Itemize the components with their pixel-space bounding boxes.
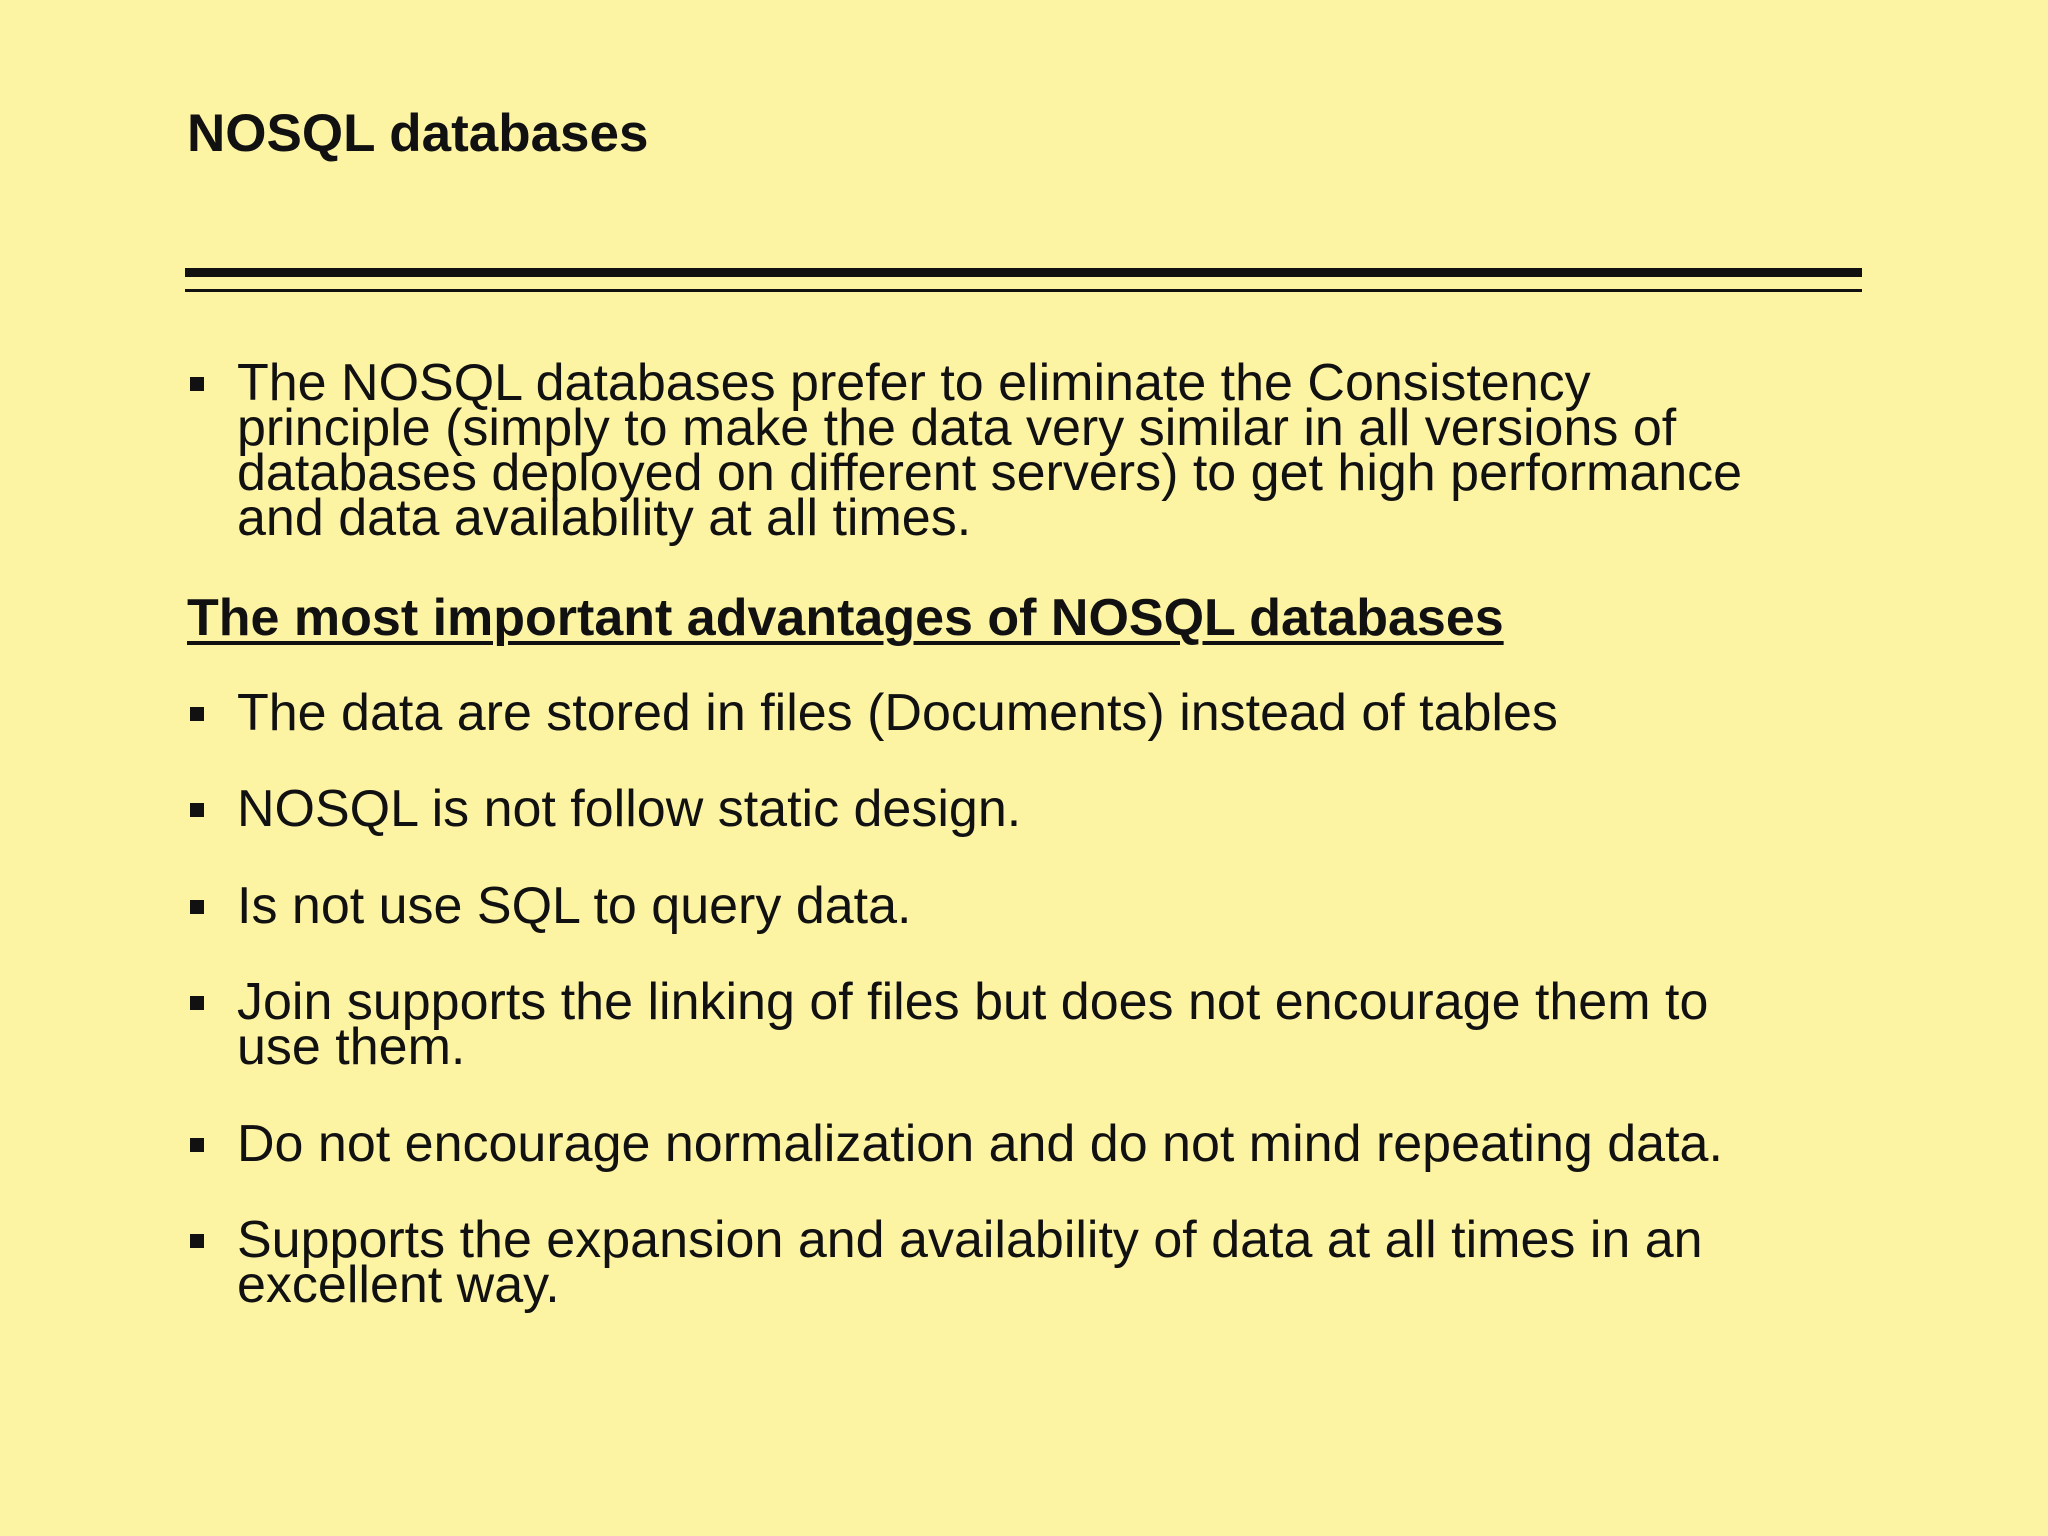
advantage-item-text: Is not use SQL to query data. (237, 877, 912, 935)
bullet-square-icon (190, 996, 204, 1010)
intro-bullet-text: The NOSQL databases prefer to eliminate the Consistency principle (simply to make the data very similar in all versions of databases deployed on different servers) to get high performance and data availability at all times. (237, 354, 1743, 547)
bullet-square-icon (190, 1234, 204, 1248)
advantage-item-text: Join supports the linking of files but does not encourage them to use them. (237, 973, 1709, 1076)
advantage-item-text: NOSQL is not follow static design. (237, 780, 1022, 838)
title-divider-thick (185, 268, 1862, 277)
title-divider-thin (185, 289, 1862, 292)
bullet-square-icon (190, 803, 204, 817)
advantage-item-text: Supports the expansion and availability of data at all times in an excellent way. (237, 1211, 1703, 1314)
slide-title: NOSQL databases (187, 104, 649, 163)
advantage-item-text: The data are stored in files (Documents) instead of tables (237, 684, 1558, 742)
bullet-square-icon (190, 377, 204, 391)
advantages-heading: The most important advantages of NOSQL databases (187, 589, 1504, 647)
bullet-square-icon (190, 707, 204, 721)
advantage-item-text: Do not encourage normalization and do not mind repeating data. (237, 1115, 1723, 1173)
bullet-square-icon (190, 1138, 204, 1152)
bullet-square-icon (190, 900, 204, 914)
